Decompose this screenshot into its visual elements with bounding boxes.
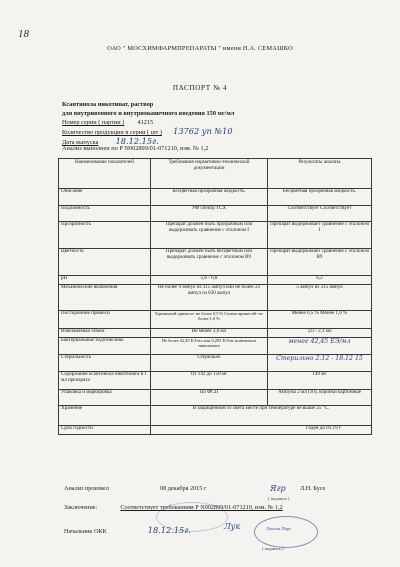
row-name: Бактериальные эндотоксины (59, 337, 151, 354)
footer-conclusion-row (64, 504, 283, 511)
row-requirement: Бесцветная прозрачная жидкость. (151, 188, 268, 205)
row-name: Хранение (59, 405, 151, 425)
quantity-row (62, 126, 233, 136)
row-name: Описание (59, 188, 151, 205)
row-result: 2,0 - 2,1 мл (268, 328, 372, 337)
analysis-note: Анализ выполнен по Р N002899/01-071210, изм. № 1,2 (62, 145, 209, 152)
header-indicator: Наименование показателей (59, 159, 151, 189)
release-label: Дата выпуска (62, 139, 99, 146)
row-name: Стерильность (59, 354, 151, 371)
product-name-line2: для внутривенного и внутримышечного введения 150 мг/мл (62, 110, 235, 117)
head-signature: Лук (224, 522, 241, 531)
footer-produced-row (64, 485, 206, 492)
table-row (59, 284, 372, 310)
header-requirements: Требования нормативно-технической документации (151, 159, 268, 189)
row-requirement: Единичной примеси- не более 0,5 % Сумма примесей- не более 1,0 % (151, 310, 268, 328)
table-row (59, 389, 372, 405)
head-label: Начальник ОКК (64, 528, 107, 535)
release-value: 18.12.15г. (115, 136, 159, 146)
conclusion-label: Заключение: (64, 504, 98, 511)
produced-signature: Ягр (270, 484, 286, 493)
row-result: 6,2 (268, 275, 372, 284)
row-requirement: Не более 9 ампул из 315 ампул или не более 23 ампул из 630 ампул (151, 284, 268, 310)
series-value: 41215 (137, 119, 154, 126)
row-result: Стерильно 2.12 - 18.12 15 (268, 354, 372, 371)
head-date: 18.12.15г. (147, 525, 191, 535)
table-row (59, 310, 372, 328)
footer-head-row (64, 525, 191, 535)
produced-date: 08 декабря 2015 г (160, 485, 207, 492)
table-header-row (59, 159, 372, 189)
row-result: Менее 0,5 % Менее 1,0 % (268, 310, 372, 328)
row-result: 149 мг (268, 371, 372, 389)
row-name: pH (59, 275, 151, 284)
quantity-label: Количество продукции в серии ( шт ) (62, 129, 162, 136)
row-result: Бесцветная прозрачная жидкость. (268, 188, 372, 205)
table-row (59, 188, 372, 205)
row-name: Посторонние примеси (59, 310, 151, 328)
row-requirement: УФ спектр ТСХ (151, 205, 268, 221)
quantity-value: 13762 уп №10 (173, 126, 233, 136)
table-row (59, 221, 372, 248)
row-name: Упаковка и маркировка (59, 389, 151, 405)
table-row (59, 275, 372, 284)
produced-label: Анализ произвел (64, 485, 109, 492)
row-requirement: Препарат должен быть прозрачным или выдерживать сравнение с эталоном I (151, 221, 268, 248)
table-row (59, 354, 372, 371)
header-results: Результаты анализа (268, 159, 372, 189)
row-result: Соответствует Соответствует (268, 205, 372, 221)
product-name-line1: Ксантинола никотинат, раствор (62, 101, 154, 108)
row-result: Годен до 01.19 г (151, 425, 372, 434)
conclusion-text: Соответствует требованиям Р N002899/01-071210, изм. № 1,2 (120, 504, 283, 511)
row-requirement: 5,6 - 6,8 (151, 275, 268, 284)
produced-name: Л.Н. Бусе (300, 485, 326, 492)
table-row (59, 371, 372, 389)
round-stamp (254, 516, 318, 548)
row-requirement: Препарат должен быть бесцветным или выдерживать сравнение с эталоном В9 (151, 248, 268, 275)
row-requirement: Стерильно (151, 354, 268, 371)
table-row (59, 425, 372, 434)
row-requirement: В защищенном от света месте при температуре не выше 25 °С. (151, 405, 372, 425)
row-name: Механические включения (59, 284, 151, 310)
row-result: 5 ампул из 315 ампул (268, 284, 372, 310)
corner-handwritten-mark: 18 (18, 28, 29, 40)
row-name: Подлинность (59, 205, 151, 221)
document-title: ПАСПОРТ № 4 (172, 84, 228, 92)
stamp-text: Лукина Пиру (266, 526, 292, 531)
signature-caption-2: ( подпись ) (262, 546, 284, 551)
row-result: менее 42,45 ЕЭ/мл (268, 337, 372, 354)
row-requirement: Не менее 2,0 мл (151, 328, 268, 337)
table-row (59, 248, 372, 275)
table-row (59, 205, 372, 221)
row-name: Прозрачность (59, 221, 151, 248)
series-label: Номер серии ( партии ) (62, 119, 125, 126)
row-result: Ампулы 2 мл (10), коробки картонные (268, 389, 372, 405)
row-name: Цветность (59, 248, 151, 275)
row-name: Содержание ксантинола никотината в 1 мл препарата (59, 371, 151, 389)
table-row (59, 328, 372, 337)
row-name: Извлекаемый объем (59, 328, 151, 337)
organization-header: ОАО " МОСХИМФАРМПРЕПАРАТЫ " имени Н.А. СЕМАШКО (107, 45, 293, 52)
table-row (59, 337, 372, 354)
table-row (59, 405, 372, 425)
analysis-table (58, 158, 372, 435)
row-requirement: Не более 42,45 ЕЭ/мл или 0,283 ЕЭ/мг ксантинола никотината (151, 337, 268, 354)
row-requirement: От 142 до 158 мг (151, 371, 268, 389)
row-result: Препарат выдерживает сравнение с эталоном В9 (268, 248, 372, 275)
row-requirement: По ФСП (151, 389, 268, 405)
row-name: Срок годности (59, 425, 151, 434)
row-result: Препарат выдерживает сравнение с эталоном I (268, 221, 372, 248)
signature-caption: ( подпись ) (268, 496, 290, 501)
series-row (62, 119, 153, 126)
